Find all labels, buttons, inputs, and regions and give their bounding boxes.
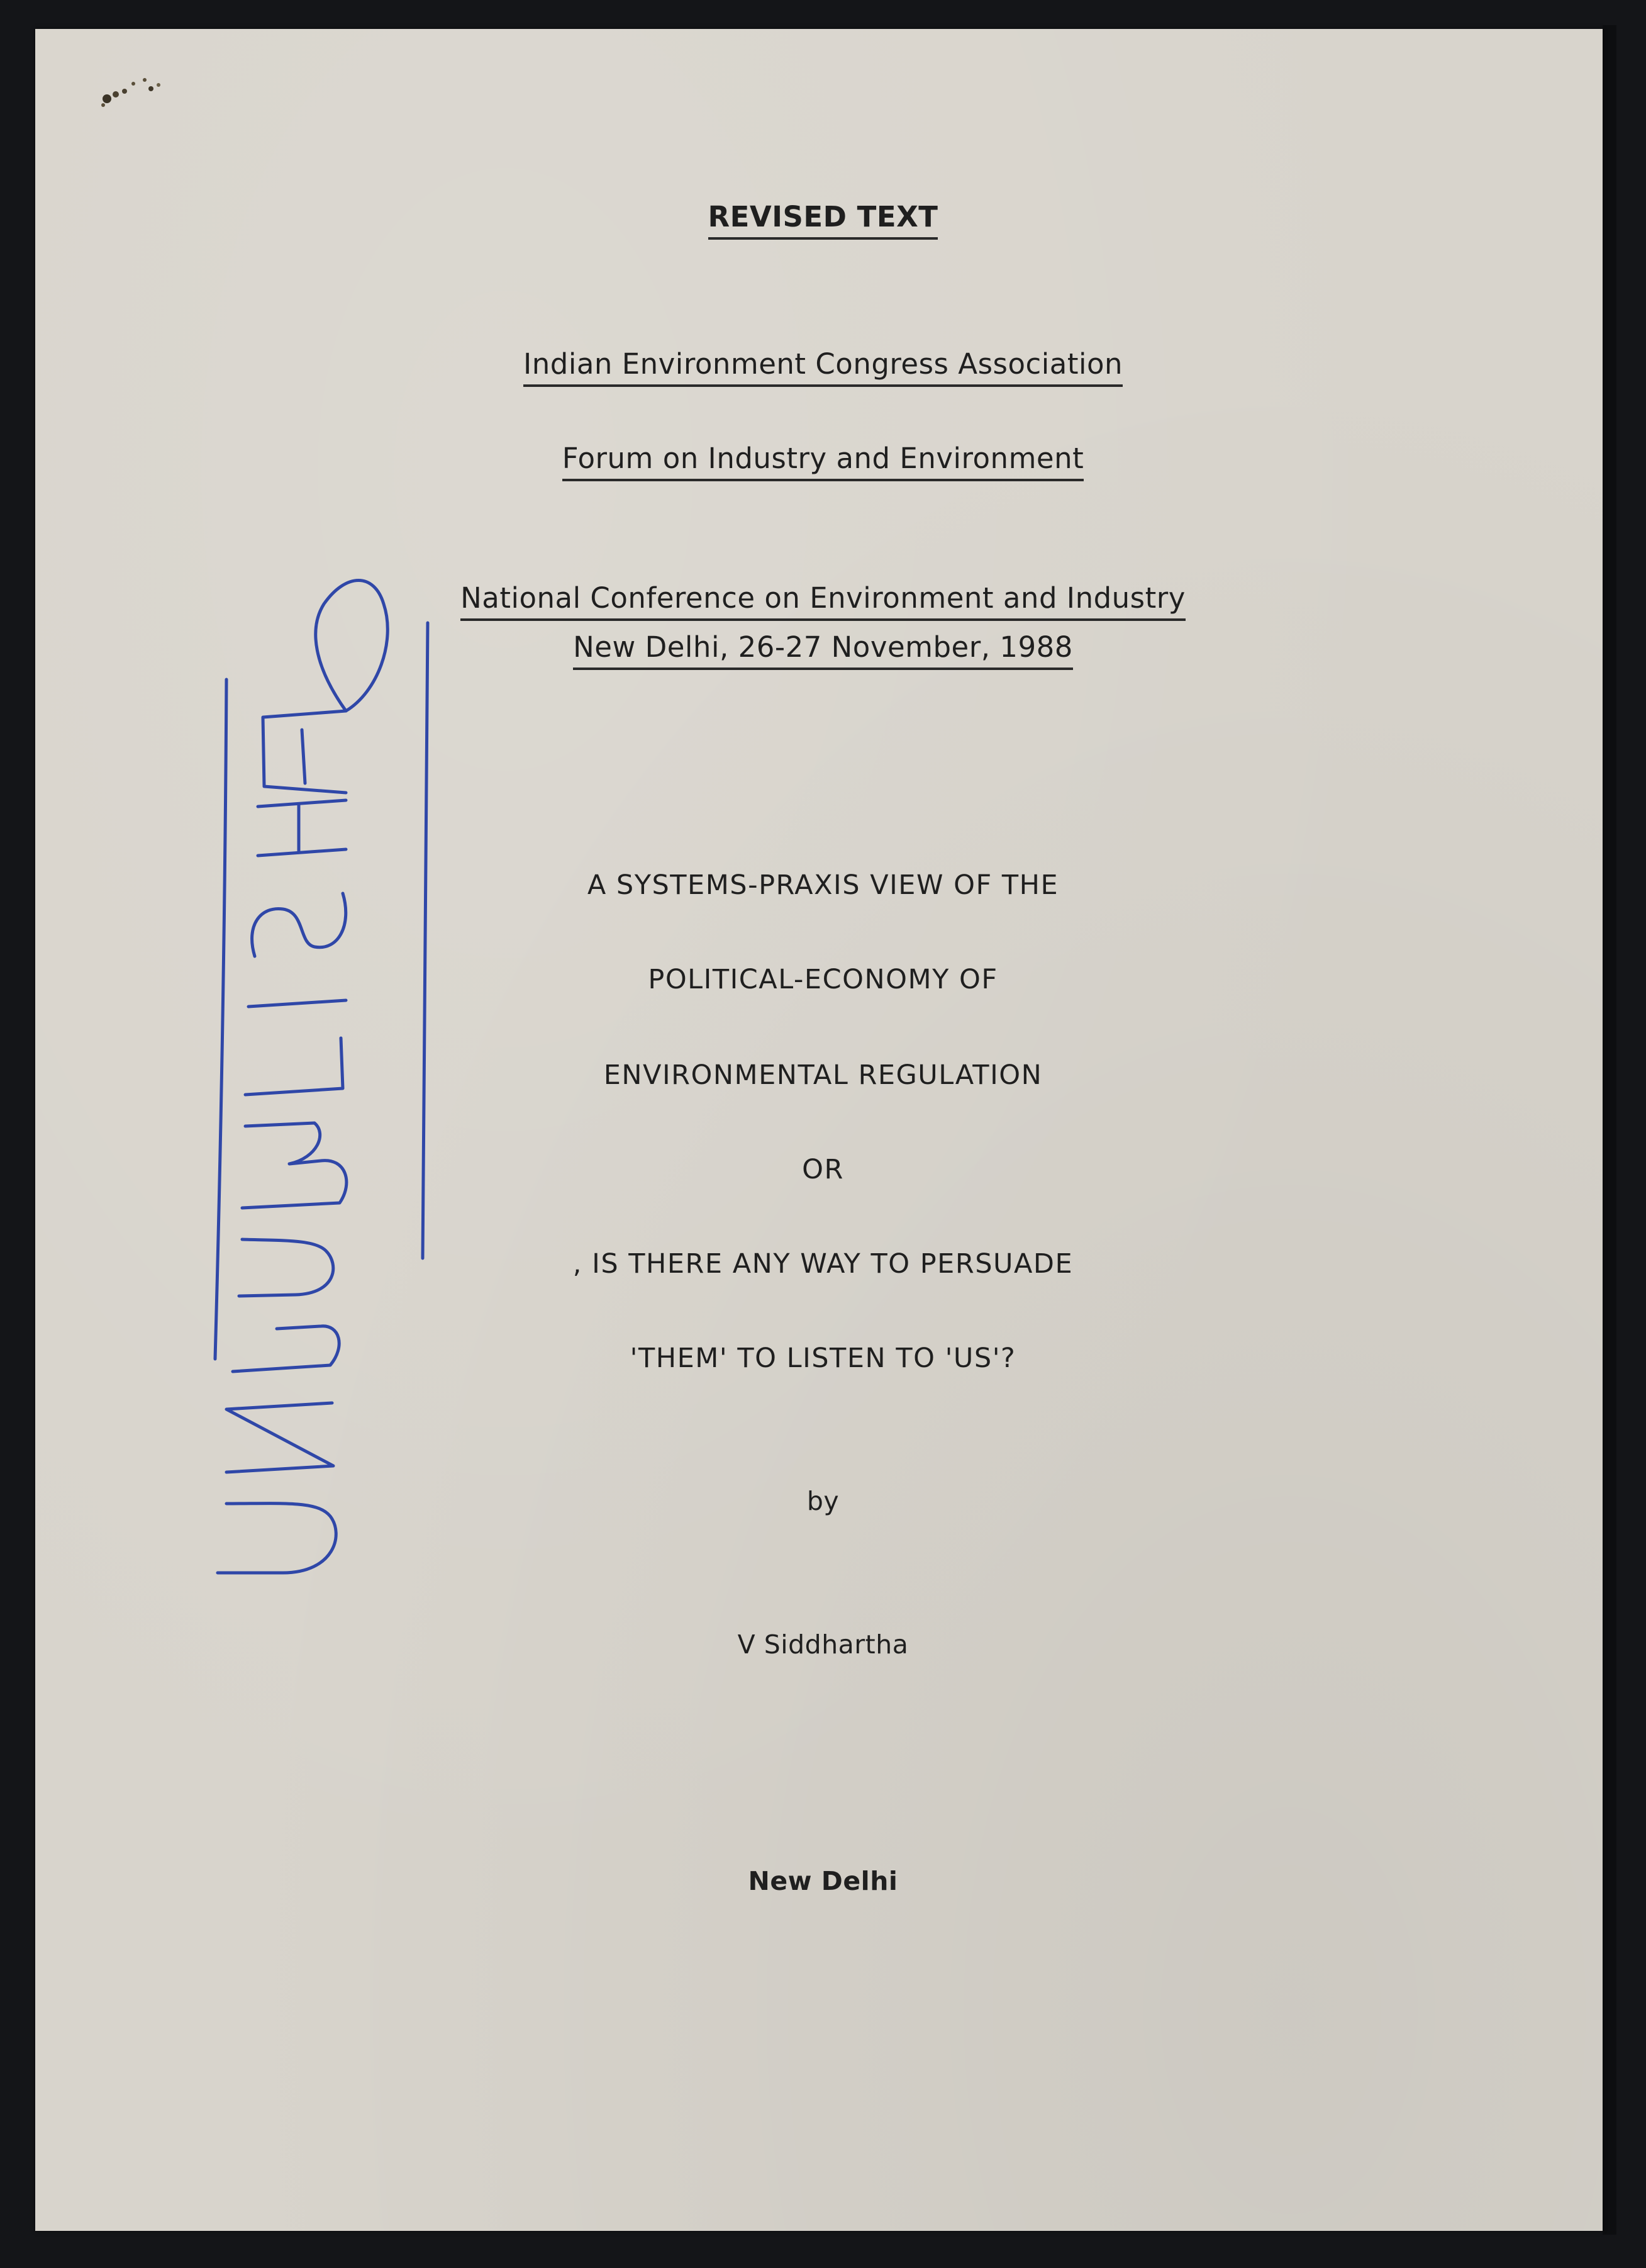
title-line-3: ENVIRONMENTAL REGULATION (603, 1059, 1043, 1091)
title-line-or: OR (802, 1154, 844, 1185)
title-line-1: A SYSTEMS-PRAXIS VIEW OF THE (587, 869, 1059, 901)
venue-date-text: New Delhi, 26-27 November, 1988 (573, 630, 1073, 670)
forum-text: Forum on Industry and Environment (562, 442, 1084, 481)
organization-text: Indian Environment Congress Association (523, 347, 1123, 387)
by-label: by (806, 1486, 840, 1516)
revised-text-label (0, 200, 1646, 240)
title-line-6: 'THEM' TO LISTEN TO 'US'? (630, 1343, 1016, 1374)
author-name: V Siddhartha (737, 1629, 909, 1660)
place-label: New Delhi (748, 1866, 898, 1896)
handwriting-strokes (189, 340, 478, 1623)
handwritten-unpublished-annotation (189, 340, 478, 1623)
revised-text-label-text: REVISED TEXT (708, 200, 938, 240)
conference-text: National Conference on Environment and Industry (460, 581, 1186, 621)
title-line-2: POLITICAL-ECONOMY OF (648, 964, 998, 995)
paper-stain (88, 60, 176, 116)
title-line-5: , IS THERE ANY WAY TO PERSUADE (572, 1248, 1074, 1280)
